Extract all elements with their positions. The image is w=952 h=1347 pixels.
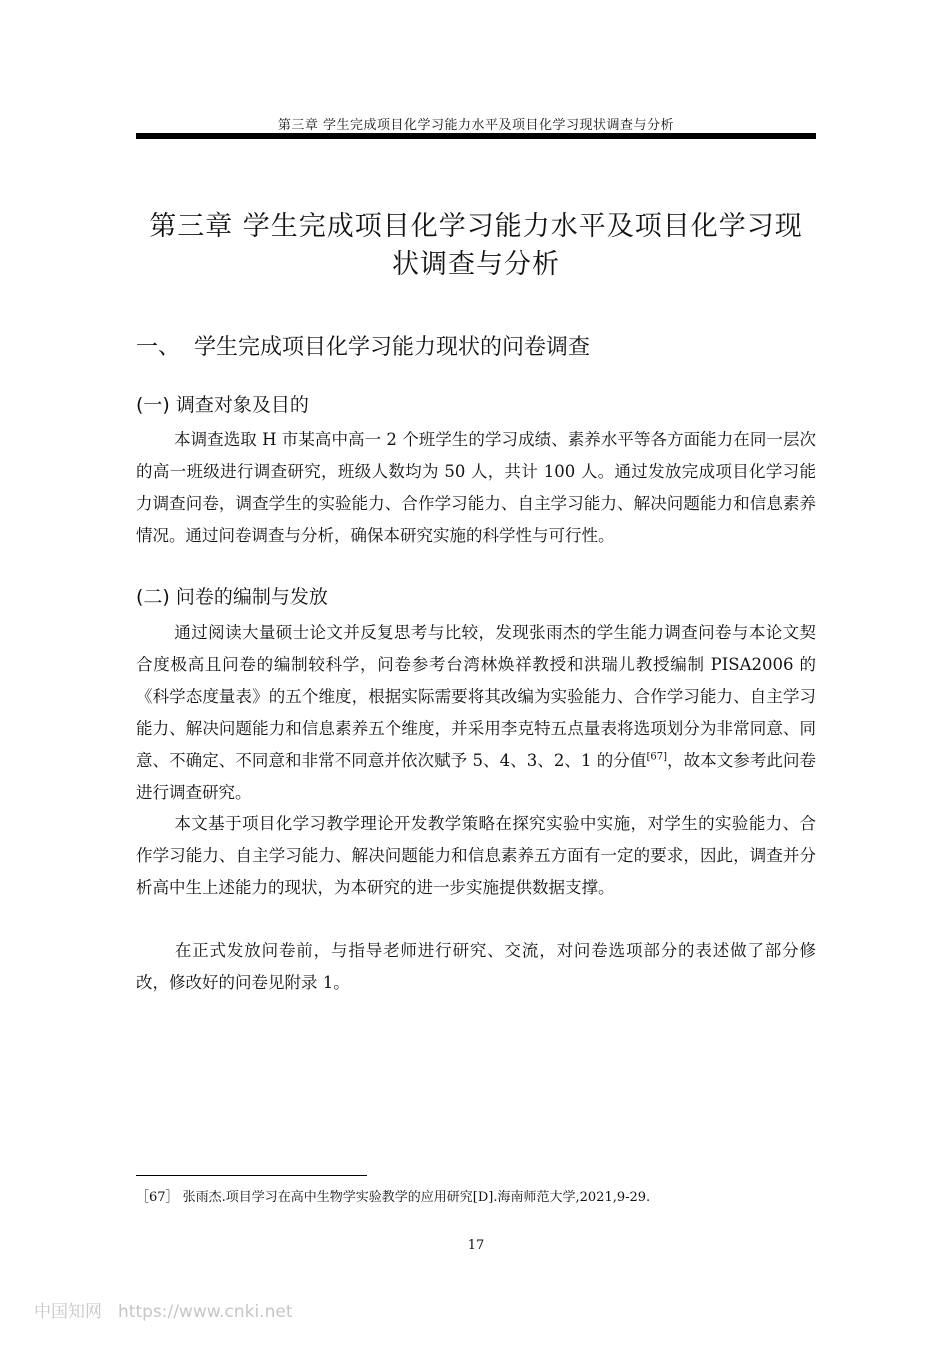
paragraph-text: 本调查选取 H 市某高中高一 2 个班学生的学习成绩、素养水平等各方面能力在同一层次的高一班级进行调查研究，班级人数均为 50 人，共计 100 人。通过发放完成项目化学习能力调查问卷，调查学生的实验能力、合作学习能力、自主学习能力、解决问题能力和信息素养情况。通过问卷调查与分析，确保本研究实施的科学性与可行性。 [136, 430, 816, 545]
citation-marker[interactable]: [67] [646, 751, 667, 763]
footnote: ［67］ 张雨杰.项目学习在高中生物学实验教学的应用研究[D].海南师范大学,2021,9-29. [136, 1190, 651, 1205]
body-paragraph [136, 424, 816, 552]
body-paragraph [136, 808, 816, 904]
subsection-title: 调查对象及目的 [175, 394, 309, 416]
body-paragraph [136, 617, 816, 809]
body-paragraph [136, 935, 816, 999]
subsection-heading-1 [136, 392, 309, 418]
watermark [34, 1297, 292, 1322]
section-heading [136, 333, 590, 363]
paragraph-text: 本文基于项目化学习教学理论开发教学策略在探究实验中实施，对学生的实验能力、合作学习能力、自主学习能力、解决问题能力和信息素养五方面有一定的要求，因此，调查并分析高中生上述能力的现状，为本研究的进一步实施提供数据支撑。 [136, 814, 816, 897]
paragraph-text: 通过阅读大量硕士论文并反复思考与比较，发现张雨杰的学生能力调查问卷与本论文契合度极高且问卷的编制较科学，问卷参考台湾林焕祥教授和洪瑞儿教授编制 PISA2006 的《科学态度量表》的五个维度，根据实际需要将其改编为实验能力、合作学习能力、自主学习能力、解决问题能力和信息素养五个维度，并采用李克特五点量表将选项划分为非常同意、同意、不确定、不同意和非常不同意并依次赋予 5、4、3、2、1 的分值 [136, 623, 816, 770]
paragraph-text: ，故本文参考此问卷进行调查研究。 [136, 751, 817, 802]
header-rule [136, 133, 816, 139]
subsection-number: (一) [136, 394, 170, 416]
subsection-title: 问卷的编制与发放 [175, 586, 328, 608]
watermark-brand: 中国知网 [34, 1302, 102, 1322]
running-header: 第三章 学生完成项目化学习能力水平及项目化学习现状调查与分析 [277, 118, 675, 133]
section-number: 一、 [136, 335, 181, 360]
section-title: 学生完成项目化学习能力现状的问卷调查 [194, 335, 591, 360]
page-number: 17 [467, 1238, 485, 1253]
paragraph-text: 在正式发放问卷前，与指导老师进行研究、交流，对问卷选项部分的表述做了部分修改，修改好的问卷见附录 1。 [136, 941, 816, 992]
watermark-url[interactable]: https://www.cnki.net [118, 1302, 293, 1322]
subsection-heading-2 [136, 584, 328, 610]
footnote-rule [136, 1175, 367, 1176]
chapter-title-line1: 第三章 学生完成项目化学习能力水平及项目化学习现 [149, 211, 803, 242]
chapter-title [126, 208, 826, 284]
chapter-title-line2: 状调查与分析 [392, 249, 560, 280]
subsection-number: (二) [136, 586, 170, 608]
